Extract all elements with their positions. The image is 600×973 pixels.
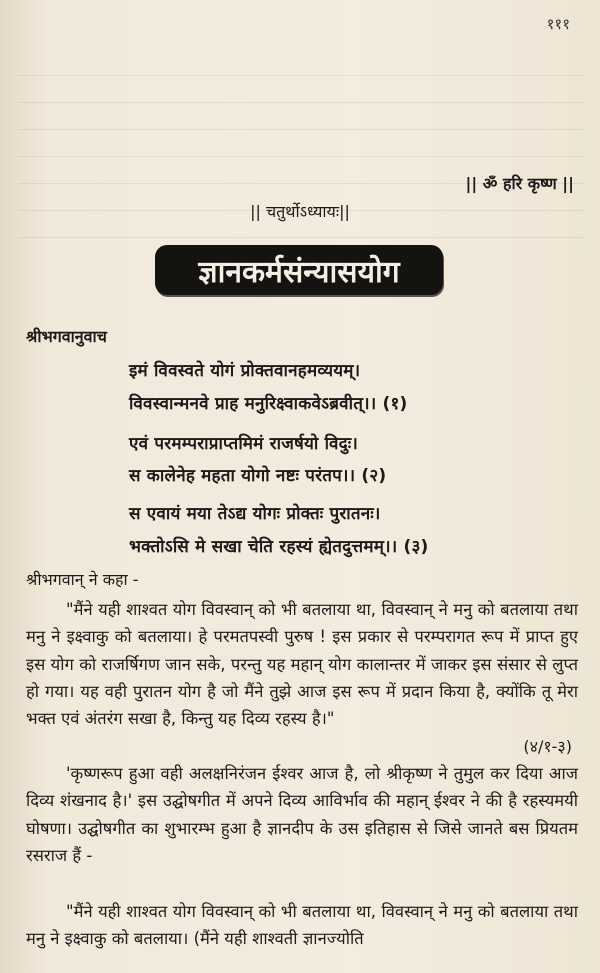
- speaker-label-hindi: श्रीभगवान् ने कहा -: [26, 570, 139, 589]
- chapter-title-banner: [155, 245, 443, 295]
- verse-line-3: एवं परमम्पराप्राप्तमिमं राजर्षयो विदुः।: [129, 434, 358, 454]
- verse-line-6: भक्तोऽसि मे सखा चेति रहस्यं ह्येतदुत्तमम्।। (३): [129, 537, 429, 557]
- verse-line-4: स कालेनेह महता योगो नष्टः परंतप।। (२): [129, 466, 387, 486]
- commentary-paragraph: [26, 760, 578, 869]
- verse-reference: (४/१-३): [523, 737, 572, 756]
- chapter-number: || चतुर्थोऽध्यायः||: [250, 202, 350, 221]
- verse-line-5: स एवायं मया तेऽद्य योगः प्रोक्तः पुरातनः।: [129, 504, 381, 524]
- speaker-label-sanskrit: श्रीभगवानुवाच: [26, 327, 107, 346]
- invocation-header: || ॐ हरि कृष्ण ||: [465, 174, 574, 193]
- verse-line-1: इमं विवस्वते योगं प्रोक्तवानहमव्ययम्।: [129, 361, 361, 381]
- commentary-text: 'कृष्णरूप हुआ वही अलक्षनिरंजन ईश्वर आज है, लो श्रीकृष्ण ने तुमुल कर दिया आज दिव्य शंखनाद है।' इस उद्घोषगीत में अपने दिव्य आविर्भाव की महान् ईश्वर ने की है रहस्यमयी घोषणा। उद्घोषगीत का शुभारम्भ हुआ है ज्ञानदीप के उस इतिहास से जिसे जानते बस प्रियतम रसराज हैं -: [26, 764, 578, 865]
- bleed-through-text: [18, 58, 583, 258]
- repeat-quote-paragraph: [26, 898, 578, 953]
- page-number: १११: [546, 15, 570, 33]
- translation-paragraph: [26, 596, 578, 732]
- repeat-quote-text: "मैंने यही शाश्वत योग विवस्वान् को भी बतलाया था, विवस्वान् ने मनु को बतलाया तथा मनु ने इक्ष्वाकु को बतलाया। (मैंने यही शाश्वती ज्ञानज्योति: [26, 902, 578, 949]
- verse-line-2: विवस्वान्मनवे प्राह मनुरिक्ष्वाकवेऽब्रवीत्।। (१): [129, 394, 408, 414]
- translation-text: "मैंने यही शाश्वत योग विवस्वान् को भी बतलाया था, विवस्वान् ने मनु को बतलाया तथा मनु ने इक्ष्वाकु को बतलाया। हे परमतपस्वी पुरुष ! इस प्रकार से परम्परागत रूप में प्राप्त हुए इस योग को राजर्षिगण जान सके, परन्तु यह महान् योग कालान्तर में जाकर इस संसार से लुप्त हो गया। यह वही पुरातन योग है जो मैंने तुझे आज इस रूप में प्रदान किया है, क्योंकि तू मेरा भक्त एवं अंतरंग सखा है, किन्तु यह दिव्य रहस्य है।": [26, 600, 578, 729]
- chapter-title: ज्ञानकर्मसंन्यासयोग: [198, 254, 400, 290]
